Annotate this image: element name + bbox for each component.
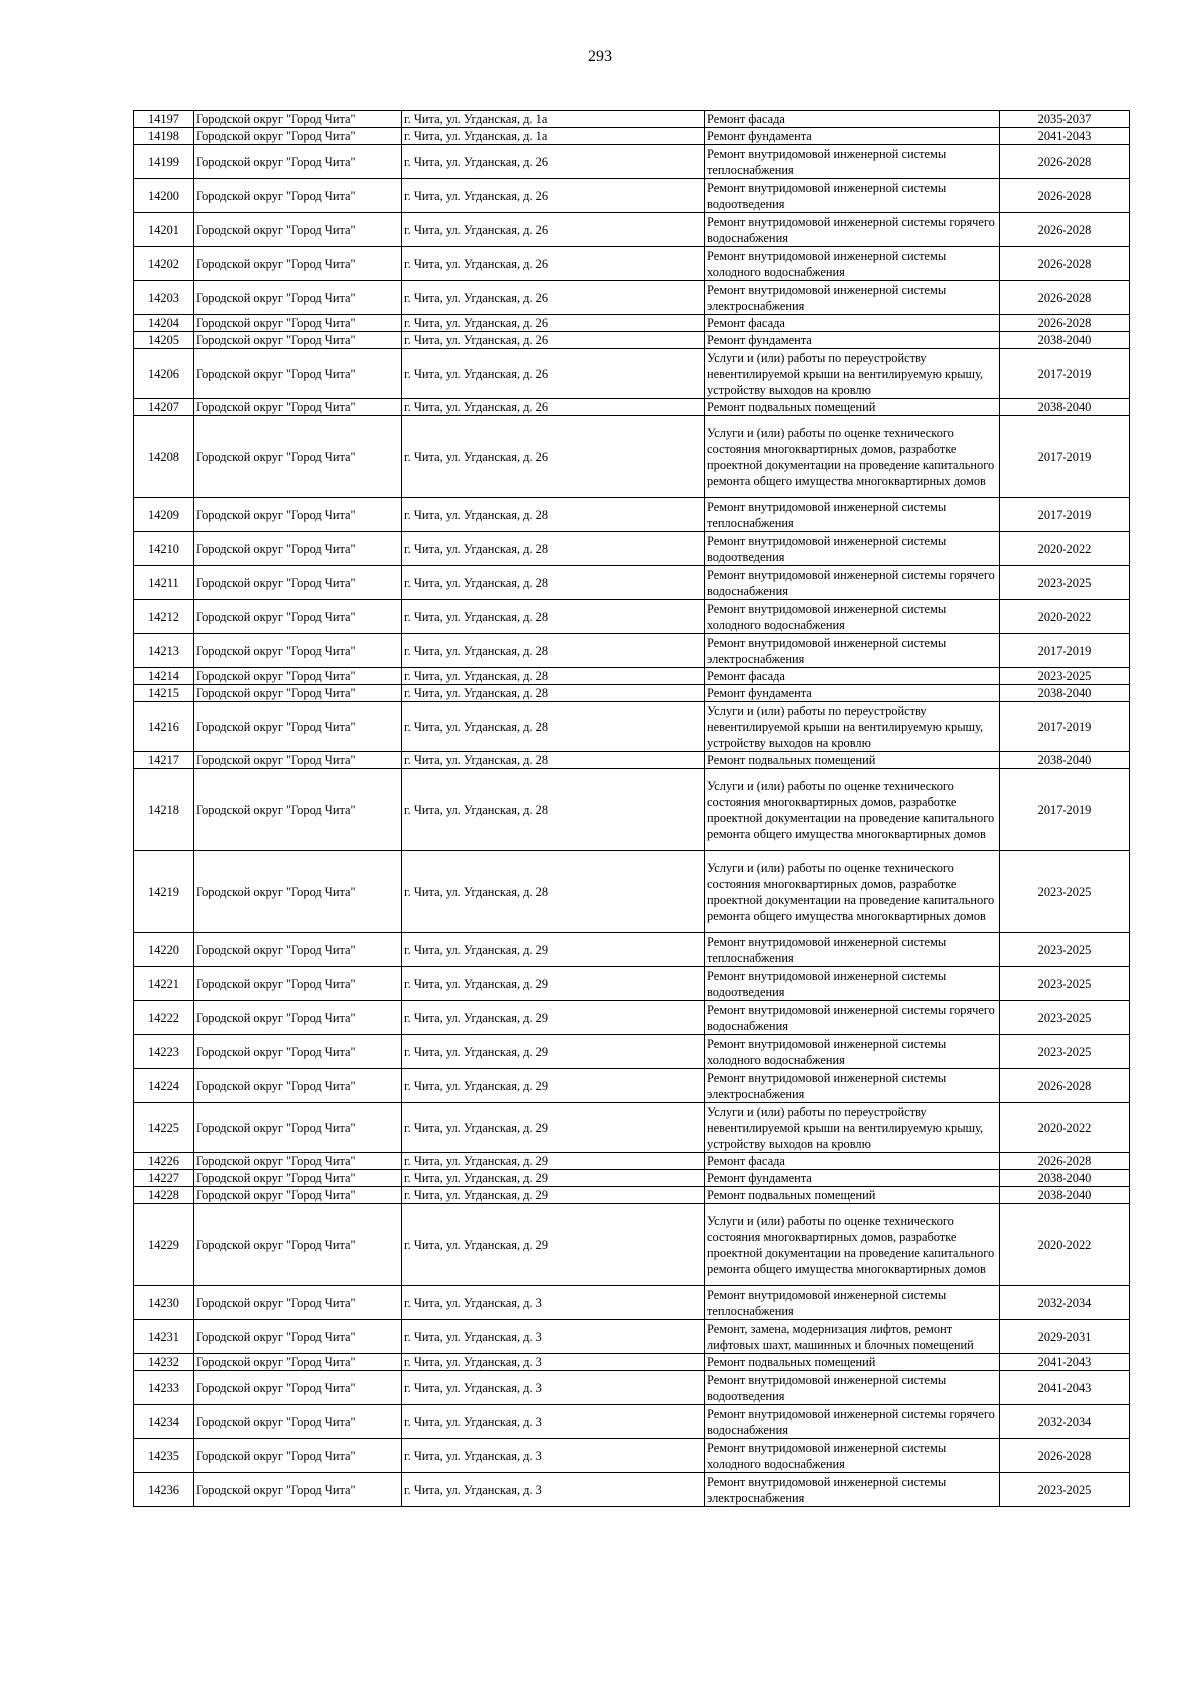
period-cell: 2026-2028 — [1000, 1153, 1130, 1170]
table-row — [134, 685, 1130, 702]
row-number: 14221 — [134, 967, 194, 1001]
address-cell: г. Чита, ул. Угданская, д. 28 — [402, 769, 705, 851]
table-row — [134, 1371, 1130, 1405]
page-number: 293 — [588, 48, 612, 65]
address-cell: г. Чита, ул. Угданская, д. 1а — [402, 111, 705, 128]
table-row — [134, 1405, 1130, 1439]
work-type-cell: Ремонт внутридомовой инженерной системы электроснабжения — [705, 634, 1000, 668]
table-row — [134, 1035, 1130, 1069]
work-type-cell: Ремонт внутридомовой инженерной системы теплоснабжения — [705, 933, 1000, 967]
municipality-cell: Городской округ "Город Чита" — [194, 399, 402, 416]
period-cell: 2038-2040 — [1000, 1170, 1130, 1187]
period-cell: 2017-2019 — [1000, 769, 1130, 851]
table-row — [134, 566, 1130, 600]
address-cell: г. Чита, ул. Угданская, д. 3 — [402, 1371, 705, 1405]
row-number: 14235 — [134, 1439, 194, 1473]
address-cell: г. Чита, ул. Угданская, д. 29 — [402, 1035, 705, 1069]
table-body — [134, 111, 1130, 1507]
table-row — [134, 247, 1130, 281]
period-cell: 2038-2040 — [1000, 399, 1130, 416]
work-type-cell: Ремонт внутридомовой инженерной системы холодного водоснабжения — [705, 600, 1000, 634]
period-cell: 2020-2022 — [1000, 1103, 1130, 1153]
address-cell: г. Чита, ул. Угданская, д. 1а — [402, 128, 705, 145]
table-row — [134, 702, 1130, 752]
work-type-cell: Ремонт фасада — [705, 315, 1000, 332]
table-row — [134, 315, 1130, 332]
work-type-cell: Ремонт внутридомовой инженерной системы электроснабжения — [705, 1473, 1000, 1507]
period-cell: 2038-2040 — [1000, 752, 1130, 769]
address-cell: г. Чита, ул. Угданская, д. 26 — [402, 247, 705, 281]
row-number: 14234 — [134, 1405, 194, 1439]
address-cell: г. Чита, ул. Угданская, д. 29 — [402, 933, 705, 967]
work-type-cell: Ремонт внутридомовой инженерной системы горячего водоснабжения — [705, 1001, 1000, 1035]
municipality-cell: Городской округ "Город Чита" — [194, 1439, 402, 1473]
address-cell: г. Чита, ул. Угданская, д. 26 — [402, 213, 705, 247]
work-type-cell: Ремонт фундамента — [705, 332, 1000, 349]
period-cell: 2026-2028 — [1000, 315, 1130, 332]
municipality-cell: Городской округ "Город Чита" — [194, 1473, 402, 1507]
work-type-cell: Услуги и (или) работы по оценке технического состояния многоквартирных домов, разработке проектной документации на проведение капитального ремонта общего имущества многоквартирных домов — [705, 1204, 1000, 1286]
table-row — [134, 1320, 1130, 1354]
municipality-cell: Городской округ "Город Чита" — [194, 851, 402, 933]
municipality-cell: Городской округ "Город Чита" — [194, 332, 402, 349]
work-type-cell: Ремонт внутридомовой инженерной системы электроснабжения — [705, 1069, 1000, 1103]
row-number: 14205 — [134, 332, 194, 349]
row-number: 14228 — [134, 1187, 194, 1204]
municipality-cell: Городской округ "Город Чита" — [194, 498, 402, 532]
address-cell: г. Чита, ул. Угданская, д. 28 — [402, 668, 705, 685]
table-row — [134, 128, 1130, 145]
row-number: 14214 — [134, 668, 194, 685]
table-row — [134, 399, 1130, 416]
table-row — [134, 600, 1130, 634]
row-number: 14219 — [134, 851, 194, 933]
table-row — [134, 851, 1130, 933]
row-number: 14209 — [134, 498, 194, 532]
address-cell: г. Чита, ул. Угданская, д. 28 — [402, 702, 705, 752]
row-number: 14226 — [134, 1153, 194, 1170]
row-number: 14229 — [134, 1204, 194, 1286]
table-row — [134, 532, 1130, 566]
table-row — [134, 1286, 1130, 1320]
municipality-cell: Городской округ "Город Чита" — [194, 315, 402, 332]
work-type-cell: Ремонт фасада — [705, 668, 1000, 685]
row-number: 14199 — [134, 145, 194, 179]
row-number: 14220 — [134, 933, 194, 967]
address-cell: г. Чита, ул. Угданская, д. 29 — [402, 1001, 705, 1035]
address-cell: г. Чита, ул. Угданская, д. 28 — [402, 634, 705, 668]
municipality-cell: Городской округ "Город Чита" — [194, 967, 402, 1001]
row-number: 14200 — [134, 179, 194, 213]
row-number: 14204 — [134, 315, 194, 332]
address-cell: г. Чита, ул. Угданская, д. 26 — [402, 281, 705, 315]
period-cell: 2041-2043 — [1000, 1371, 1130, 1405]
table-row — [134, 1170, 1130, 1187]
address-cell: г. Чита, ул. Угданская, д. 28 — [402, 851, 705, 933]
address-cell: г. Чита, ул. Угданская, д. 26 — [402, 332, 705, 349]
work-type-cell: Ремонт внутридомовой инженерной системы водоотведения — [705, 179, 1000, 213]
period-cell: 2026-2028 — [1000, 1069, 1130, 1103]
row-number: 14207 — [134, 399, 194, 416]
table-row — [134, 145, 1130, 179]
address-cell: г. Чита, ул. Угданская, д. 26 — [402, 399, 705, 416]
address-cell: г. Чита, ул. Угданская, д. 3 — [402, 1473, 705, 1507]
municipality-cell: Городской округ "Город Чита" — [194, 145, 402, 179]
work-type-cell: Услуги и (или) работы по переустройству невентилируемой крыши на вентилируемую крышу, устройству выходов на кровлю — [705, 1103, 1000, 1153]
row-number: 14225 — [134, 1103, 194, 1153]
municipality-cell: Городской округ "Город Чита" — [194, 702, 402, 752]
period-cell: 2023-2025 — [1000, 1473, 1130, 1507]
address-cell: г. Чита, ул. Угданская, д. 28 — [402, 600, 705, 634]
period-cell: 2026-2028 — [1000, 213, 1130, 247]
municipality-cell: Городской округ "Город Чита" — [194, 668, 402, 685]
work-type-cell: Ремонт фундамента — [705, 128, 1000, 145]
period-cell: 2023-2025 — [1000, 566, 1130, 600]
municipality-cell: Городской округ "Город Чита" — [194, 349, 402, 399]
address-cell: г. Чита, ул. Угданская, д. 29 — [402, 967, 705, 1001]
table-row — [134, 332, 1130, 349]
municipality-cell: Городской округ "Город Чита" — [194, 1187, 402, 1204]
table-row — [134, 634, 1130, 668]
row-number: 14216 — [134, 702, 194, 752]
work-type-cell: Услуги и (или) работы по оценке технического состояния многоквартирных домов, разработке проектной документации на проведение капитального ремонта общего имущества многоквартирных домов — [705, 416, 1000, 498]
municipality-cell: Городской округ "Город Чита" — [194, 1001, 402, 1035]
table-row — [134, 498, 1130, 532]
table-row — [134, 1001, 1130, 1035]
address-cell: г. Чита, ул. Угданская, д. 29 — [402, 1069, 705, 1103]
work-type-cell: Ремонт фасада — [705, 1153, 1000, 1170]
row-number: 14231 — [134, 1320, 194, 1354]
address-cell: г. Чита, ул. Угданская, д. 28 — [402, 532, 705, 566]
period-cell: 2032-2034 — [1000, 1286, 1130, 1320]
period-cell: 2026-2028 — [1000, 281, 1130, 315]
address-cell: г. Чита, ул. Угданская, д. 29 — [402, 1187, 705, 1204]
table-row — [134, 1153, 1130, 1170]
municipality-cell: Городской округ "Город Чита" — [194, 1320, 402, 1354]
municipality-cell: Городской округ "Город Чита" — [194, 1103, 402, 1153]
address-cell: г. Чита, ул. Угданская, д. 3 — [402, 1286, 705, 1320]
period-cell: 2041-2043 — [1000, 1354, 1130, 1371]
row-number: 14233 — [134, 1371, 194, 1405]
work-type-cell: Ремонт фундамента — [705, 685, 1000, 702]
table-row — [134, 1473, 1130, 1507]
work-type-cell: Услуги и (или) работы по оценке технического состояния многоквартирных домов, разработке проектной документации на проведение капитального ремонта общего имущества многоквартирных домов — [705, 769, 1000, 851]
period-cell: 2023-2025 — [1000, 967, 1130, 1001]
municipality-cell: Городской округ "Город Чита" — [194, 769, 402, 851]
table-row — [134, 1187, 1130, 1204]
row-number: 14223 — [134, 1035, 194, 1069]
municipality-cell: Городской округ "Город Чита" — [194, 933, 402, 967]
row-number: 14201 — [134, 213, 194, 247]
row-number: 14218 — [134, 769, 194, 851]
table-row — [134, 1439, 1130, 1473]
municipality-cell: Городской округ "Город Чита" — [194, 1204, 402, 1286]
period-cell: 2023-2025 — [1000, 1035, 1130, 1069]
work-type-cell: Ремонт внутридомовой инженерной системы холодного водоснабжения — [705, 1035, 1000, 1069]
address-cell: г. Чита, ул. Угданская, д. 3 — [402, 1439, 705, 1473]
municipality-cell: Городской округ "Город Чита" — [194, 111, 402, 128]
address-cell: г. Чита, ул. Угданская, д. 26 — [402, 179, 705, 213]
work-type-cell: Ремонт внутридомовой инженерной системы электроснабжения — [705, 281, 1000, 315]
row-number: 14211 — [134, 566, 194, 600]
municipality-cell: Городской округ "Город Чита" — [194, 566, 402, 600]
period-cell: 2032-2034 — [1000, 1405, 1130, 1439]
row-number: 14198 — [134, 128, 194, 145]
period-cell: 2023-2025 — [1000, 851, 1130, 933]
work-type-cell: Ремонт внутридомовой инженерной системы водоотведения — [705, 1371, 1000, 1405]
work-type-cell: Ремонт внутридомовой инженерной системы горячего водоснабжения — [705, 566, 1000, 600]
municipality-cell: Городской округ "Город Чита" — [194, 213, 402, 247]
row-number: 14224 — [134, 1069, 194, 1103]
period-cell: 2041-2043 — [1000, 128, 1130, 145]
municipality-cell: Городской округ "Город Чита" — [194, 1153, 402, 1170]
municipality-cell: Городской округ "Город Чита" — [194, 416, 402, 498]
municipality-cell: Городской округ "Город Чита" — [194, 1371, 402, 1405]
period-cell: 2017-2019 — [1000, 416, 1130, 498]
table-row — [134, 416, 1130, 498]
work-type-cell: Ремонт внутридомовой инженерной системы холодного водоснабжения — [705, 247, 1000, 281]
table-row — [134, 179, 1130, 213]
table-row — [134, 349, 1130, 399]
work-type-cell: Ремонт подвальных помещений — [705, 1187, 1000, 1204]
work-type-cell: Ремонт внутридомовой инженерной системы холодного водоснабжения — [705, 1439, 1000, 1473]
work-type-cell: Ремонт внутридомовой инженерной системы теплоснабжения — [705, 145, 1000, 179]
work-type-cell: Ремонт внутридомовой инженерной системы горячего водоснабжения — [705, 1405, 1000, 1439]
work-type-cell: Ремонт подвальных помещений — [705, 752, 1000, 769]
municipality-cell: Городской округ "Город Чита" — [194, 600, 402, 634]
municipality-cell: Городской округ "Город Чита" — [194, 1035, 402, 1069]
municipality-cell: Городской округ "Город Чита" — [194, 1405, 402, 1439]
row-number: 14208 — [134, 416, 194, 498]
period-cell: 2017-2019 — [1000, 349, 1130, 399]
work-type-cell: Ремонт фасада — [705, 111, 1000, 128]
address-cell: г. Чита, ул. Угданская, д. 29 — [402, 1103, 705, 1153]
municipality-cell: Городской округ "Город Чита" — [194, 1286, 402, 1320]
period-cell: 2026-2028 — [1000, 145, 1130, 179]
address-cell: г. Чита, ул. Угданская, д. 28 — [402, 498, 705, 532]
municipality-cell: Городской округ "Город Чита" — [194, 685, 402, 702]
work-type-cell: Ремонт внутридомовой инженерной системы теплоснабжения — [705, 1286, 1000, 1320]
period-cell: 2020-2022 — [1000, 600, 1130, 634]
work-type-cell: Услуги и (или) работы по переустройству невентилируемой крыши на вентилируемую крышу, устройству выходов на кровлю — [705, 349, 1000, 399]
period-cell: 2017-2019 — [1000, 634, 1130, 668]
row-number: 14215 — [134, 685, 194, 702]
row-number: 14217 — [134, 752, 194, 769]
address-cell: г. Чита, ул. Угданская, д. 26 — [402, 315, 705, 332]
address-cell: г. Чита, ул. Угданская, д. 28 — [402, 685, 705, 702]
row-number: 14197 — [134, 111, 194, 128]
period-cell: 2038-2040 — [1000, 1187, 1130, 1204]
address-cell: г. Чита, ул. Угданская, д. 28 — [402, 566, 705, 600]
table-row — [134, 752, 1130, 769]
period-cell: 2026-2028 — [1000, 247, 1130, 281]
address-cell: г. Чита, ул. Угданская, д. 26 — [402, 349, 705, 399]
work-type-cell: Ремонт фундамента — [705, 1170, 1000, 1187]
work-type-cell: Ремонт внутридомовой инженерной системы теплоснабжения — [705, 498, 1000, 532]
municipality-cell: Городской округ "Город Чита" — [194, 1170, 402, 1187]
row-number: 14203 — [134, 281, 194, 315]
address-cell: г. Чита, ул. Угданская, д. 29 — [402, 1153, 705, 1170]
municipality-cell: Городской округ "Город Чита" — [194, 247, 402, 281]
row-number: 14202 — [134, 247, 194, 281]
work-type-cell: Ремонт внутридомовой инженерной системы водоотведения — [705, 967, 1000, 1001]
work-type-cell: Услуги и (или) работы по переустройству невентилируемой крыши на вентилируемую крышу, устройству выходов на кровлю — [705, 702, 1000, 752]
table-row — [134, 1354, 1130, 1371]
work-type-cell: Ремонт подвальных помещений — [705, 399, 1000, 416]
address-cell: г. Чита, ул. Угданская, д. 3 — [402, 1405, 705, 1439]
period-cell: 2038-2040 — [1000, 685, 1130, 702]
period-cell: 2029-2031 — [1000, 1320, 1130, 1354]
row-number: 14227 — [134, 1170, 194, 1187]
period-cell: 2023-2025 — [1000, 933, 1130, 967]
row-number: 14213 — [134, 634, 194, 668]
period-cell: 2023-2025 — [1000, 668, 1130, 685]
table-row — [134, 769, 1130, 851]
work-type-cell: Ремонт внутридомовой инженерной системы горячего водоснабжения — [705, 213, 1000, 247]
municipality-cell: Городской округ "Город Чита" — [194, 281, 402, 315]
period-cell: 2026-2028 — [1000, 179, 1130, 213]
table-row — [134, 933, 1130, 967]
municipality-cell: Городской округ "Город Чита" — [194, 532, 402, 566]
work-type-cell: Услуги и (или) работы по оценке технического состояния многоквартирных домов, разработке проектной документации на проведение капитального ремонта общего имущества многоквартирных домов — [705, 851, 1000, 933]
municipality-cell: Городской округ "Город Чита" — [194, 128, 402, 145]
table-row — [134, 111, 1130, 128]
municipality-cell: Городской округ "Город Чита" — [194, 1069, 402, 1103]
municipality-cell: Городской округ "Город Чита" — [194, 1354, 402, 1371]
row-number: 14210 — [134, 532, 194, 566]
work-type-cell: Ремонт, замена, модернизация лифтов, ремонт лифтовых шахт, машинных и блочных помещений — [705, 1320, 1000, 1354]
address-cell: г. Чита, ул. Угданская, д. 29 — [402, 1170, 705, 1187]
address-cell: г. Чита, ул. Угданская, д. 28 — [402, 752, 705, 769]
period-cell: 2026-2028 — [1000, 1439, 1130, 1473]
period-cell: 2020-2022 — [1000, 1204, 1130, 1286]
table-row — [134, 213, 1130, 247]
row-number: 14212 — [134, 600, 194, 634]
row-number: 14236 — [134, 1473, 194, 1507]
row-number: 14222 — [134, 1001, 194, 1035]
row-number: 14232 — [134, 1354, 194, 1371]
address-cell: г. Чита, ул. Угданская, д. 26 — [402, 145, 705, 179]
table-row — [134, 1069, 1130, 1103]
table-row — [134, 1204, 1130, 1286]
municipality-cell: Городской округ "Город Чита" — [194, 179, 402, 213]
row-number: 14230 — [134, 1286, 194, 1320]
table-row — [134, 1103, 1130, 1153]
work-type-cell: Ремонт подвальных помещений — [705, 1354, 1000, 1371]
address-cell: г. Чита, ул. Угданская, д. 29 — [402, 1204, 705, 1286]
municipality-cell: Городской округ "Город Чита" — [194, 752, 402, 769]
table-row — [134, 281, 1130, 315]
table-row — [134, 668, 1130, 685]
address-cell: г. Чита, ул. Угданская, д. 26 — [402, 416, 705, 498]
address-cell: г. Чита, ул. Угданская, д. 3 — [402, 1320, 705, 1354]
row-number: 14206 — [134, 349, 194, 399]
period-cell: 2017-2019 — [1000, 702, 1130, 752]
period-cell: 2038-2040 — [1000, 332, 1130, 349]
period-cell: 2023-2025 — [1000, 1001, 1130, 1035]
address-cell: г. Чита, ул. Угданская, д. 3 — [402, 1354, 705, 1371]
period-cell: 2035-2037 — [1000, 111, 1130, 128]
table-row — [134, 967, 1130, 1001]
period-cell: 2017-2019 — [1000, 498, 1130, 532]
repair-schedule-table — [133, 110, 1130, 1507]
period-cell: 2020-2022 — [1000, 532, 1130, 566]
municipality-cell: Городской округ "Город Чита" — [194, 634, 402, 668]
work-type-cell: Ремонт внутридомовой инженерной системы водоотведения — [705, 532, 1000, 566]
